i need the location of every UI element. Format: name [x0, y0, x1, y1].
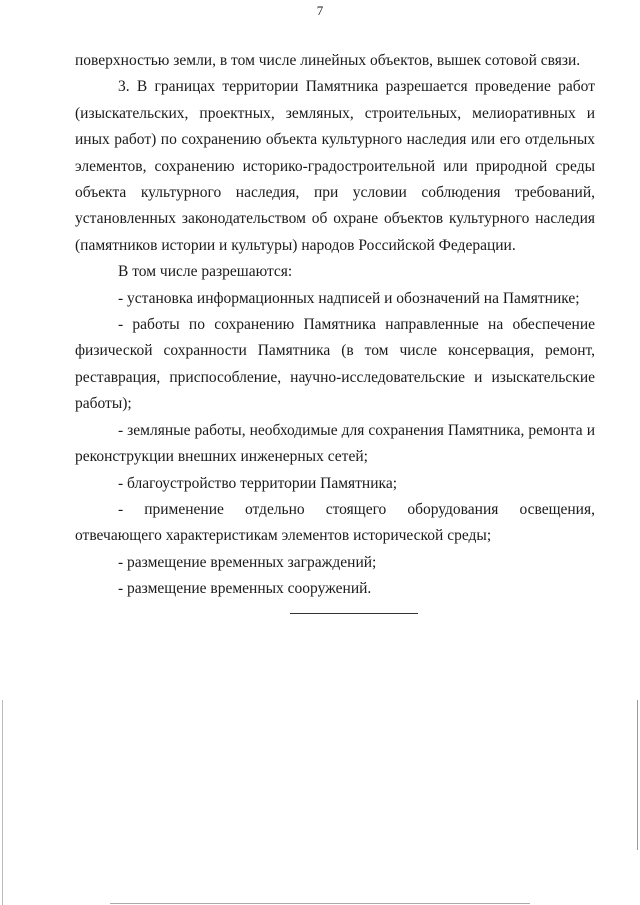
paragraph-allowed-intro: В том числе разрешаются: [118, 263, 293, 281]
list-item-landscaping: - благоустройство территории Памятника; [118, 474, 397, 492]
list-item-lighting: - применение отдельно стоящего оборудования освещения, отвечающего характеристикам элементов исторической среды; [75, 500, 595, 545]
list-item-structures: - размещение временных сооружений. [118, 580, 372, 598]
paragraph-item-3: 3. В границах территории Памятника разрешается проведение работ (изыскательских, проектных, земляных, строительных, мелиоративных и иных работ) по сохранению объекта культурного наследия или его отдельных элементов, сохранению историко-градостроительной или природной среды объекта культурного наследия, при условии соблюдения требований, установленных законодательством об охране объектов культурного наследия (памятников истории и культуры) народов Российской Федерации. [75, 78, 595, 254]
scan-edge-right [637, 700, 638, 850]
list-item-preservation-works: - работы по сохранению Памятника направленные на обеспечение физической сохранности Памятника (в том числе консервация, ремонт, реставрация, приспособление, научно-исследовательские и изыскательские работы); [75, 316, 595, 413]
list-item-signs: - установка информационных надписей и обозначений на Памятнике; [118, 289, 580, 307]
paragraph-continuation: поверхностью земли, в том числе линейных объектов, вышек сотовой связи. [75, 52, 581, 69]
document-body [75, 48, 595, 603]
list-item-fences: - размещение временных заграждений; [118, 553, 377, 571]
scan-edge-left [2, 700, 3, 905]
scan-edge-bottom [110, 903, 530, 904]
page-number: 7 [316, 3, 324, 18]
end-separator-line [290, 613, 418, 614]
list-item-earthworks: - земляные работы, необходимые для сохранения Памятника, ремонта и реконструкции внешних инженерных сетей; [75, 421, 595, 466]
